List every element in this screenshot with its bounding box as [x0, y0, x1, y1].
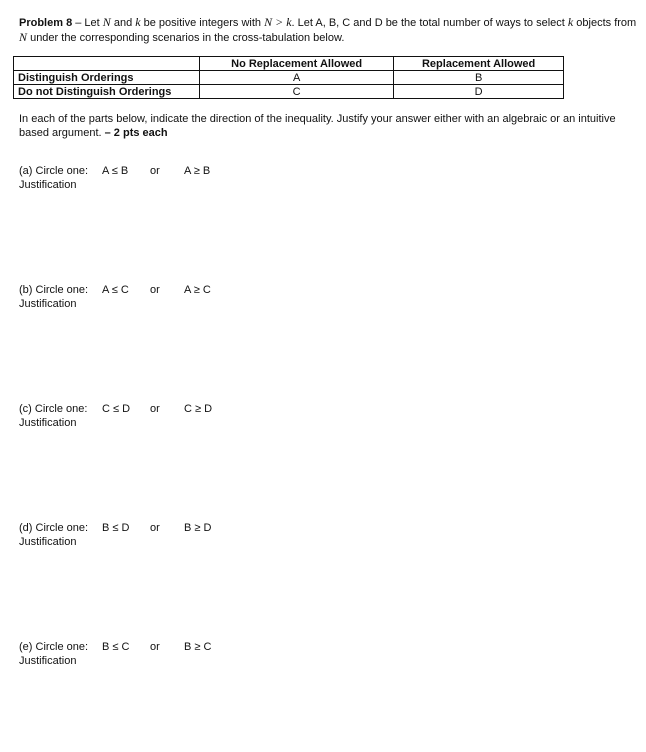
- part-e: [19, 640, 419, 668]
- points-label: – 2 pts each: [104, 127, 168, 139]
- table-header-row: [14, 57, 564, 71]
- header-replacement: Replacement Allowed: [394, 57, 564, 71]
- var-n-2: N: [19, 30, 28, 44]
- part-d-or: or: [150, 522, 160, 534]
- part-a-justification-label: Justification: [19, 179, 77, 191]
- part-a-option-1[interactable]: A ≤ B: [102, 165, 129, 177]
- var-n: N: [102, 15, 111, 29]
- row-label-not-distinguish: Do not Distinguish Orderings: [14, 85, 200, 99]
- table-row: [14, 71, 564, 85]
- var-k-2: k: [567, 15, 574, 29]
- part-a-lead: (a) Circle one:: [19, 165, 89, 177]
- part-d-lead: (d) Circle one:: [19, 522, 89, 534]
- part-d-justification-label: Justification: [19, 536, 77, 548]
- part-c-justification-label: Justification: [19, 417, 77, 429]
- problem-text-3: objects from: [573, 17, 637, 29]
- problem-label: Problem 8: [19, 17, 73, 29]
- problem-text-dash: – Let: [72, 17, 103, 29]
- part-c-option-1[interactable]: C ≤ D: [102, 403, 131, 415]
- cross-tabulation-table: [13, 56, 564, 99]
- part-e-lead: (e) Circle one:: [19, 641, 89, 653]
- cell-b: B: [394, 71, 564, 85]
- instructions-text: In each of the parts below, indicate the direction of the inequality. Justify your answer either with an algebraic or an intuitive based argument.: [19, 113, 616, 139]
- table-corner-cell: [14, 57, 200, 71]
- part-c: [19, 402, 419, 430]
- problem-text-4: under the corresponding scenarios in the cross-tabulation below.: [27, 32, 345, 44]
- part-b-justification-label: Justification: [19, 298, 77, 310]
- part-c-option-2[interactable]: C ≥ D: [184, 403, 213, 415]
- problem-statement: [19, 15, 639, 45]
- part-d: [19, 521, 419, 549]
- part-a-or: or: [150, 165, 160, 177]
- part-b-lead: (b) Circle one:: [19, 284, 89, 296]
- problem-text-and: and: [110, 17, 136, 29]
- cell-d: D: [394, 85, 564, 99]
- instructions: [19, 112, 619, 140]
- row-label-distinguish: Distinguish Orderings: [14, 71, 200, 85]
- part-c-or: or: [150, 403, 160, 415]
- cell-a: A: [200, 71, 394, 85]
- part-c-lead: (c) Circle one:: [19, 403, 88, 415]
- part-a: [19, 164, 419, 192]
- header-no-replacement: No Replacement Allowed: [200, 57, 394, 71]
- part-b-option-1[interactable]: A ≤ C: [102, 284, 129, 296]
- part-b-or: or: [150, 284, 160, 296]
- part-e-justification-label: Justification: [19, 655, 77, 667]
- part-e-option-2[interactable]: B ≥ C: [184, 641, 212, 653]
- part-a-option-2[interactable]: A ≥ B: [184, 165, 211, 177]
- part-e-or: or: [150, 641, 160, 653]
- table-row: [14, 85, 564, 99]
- problem-text-2: . Let A, B, C and D be the total number of ways to select: [291, 17, 568, 29]
- var-k: k: [135, 15, 141, 29]
- part-e-option-1[interactable]: B ≤ C: [102, 641, 130, 653]
- part-d-option-1[interactable]: B ≤ D: [102, 522, 130, 534]
- problem-text-1: be positive integers with: [140, 17, 265, 29]
- part-d-option-2[interactable]: B ≥ D: [184, 522, 212, 534]
- part-b-option-2[interactable]: A ≥ C: [184, 284, 211, 296]
- cell-c: C: [200, 85, 394, 99]
- inequality-n-gt-k: N > k: [264, 15, 292, 29]
- part-b: [19, 283, 419, 311]
